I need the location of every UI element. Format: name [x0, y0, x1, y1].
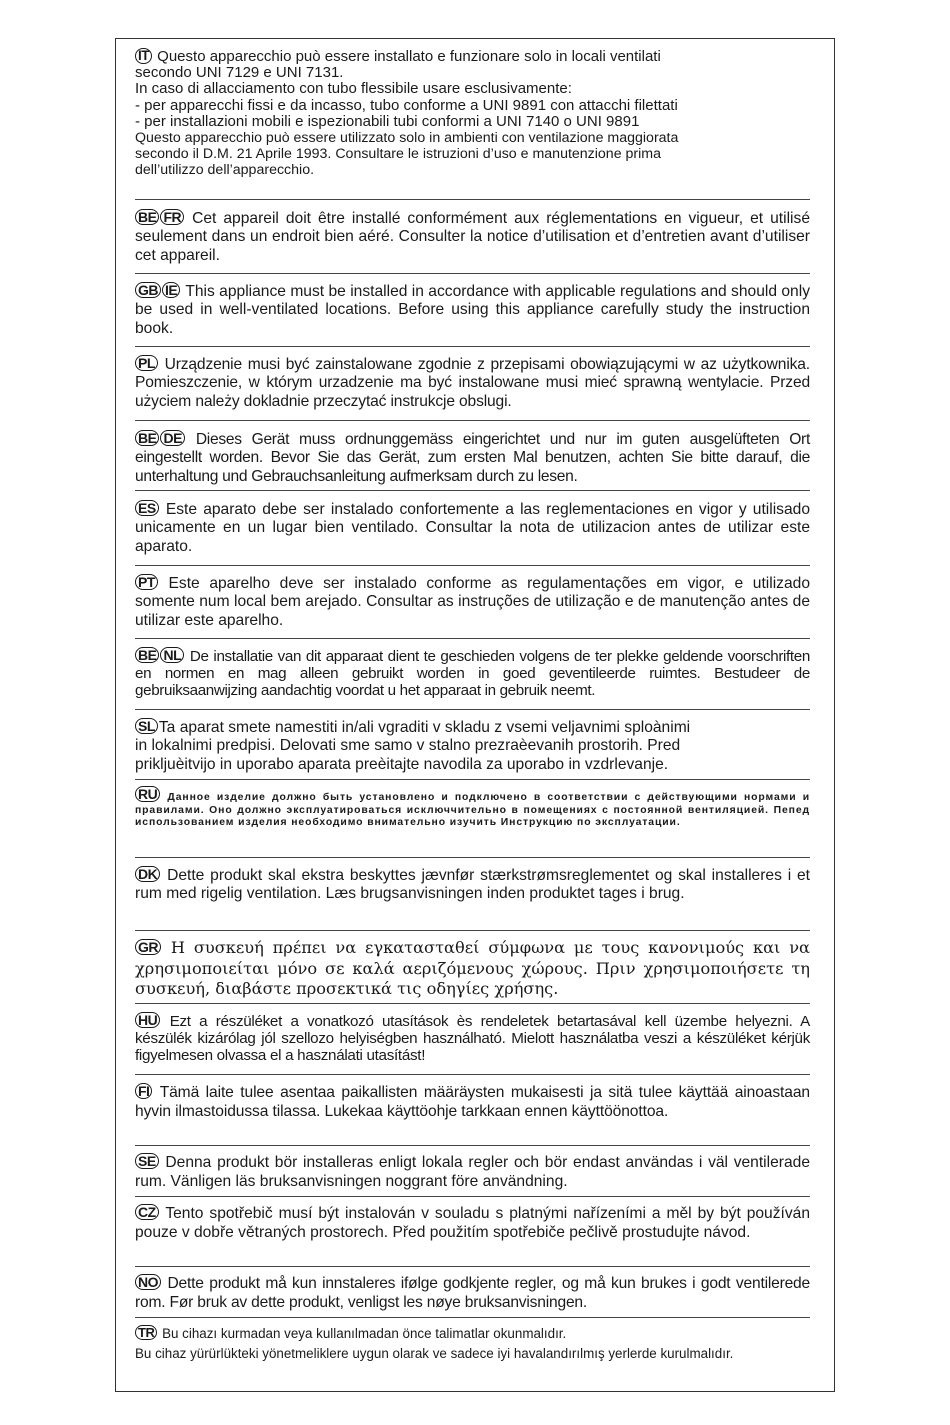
section-fi — [135, 1083, 810, 1121]
section-gr — [135, 938, 810, 1000]
language-badges — [135, 210, 185, 227]
language-badges — [135, 648, 185, 665]
tr-line-1: Bu cihazı kurmadan veya kullanılmadan önce talimatlar okunmalıdır. — [162, 1326, 567, 1341]
ru-text: Данное изделие должно быть установлено и подключено в соответствии с действующими нормами и правилами. Оно должно эксплуатироваться исключчительно в помещениях с постоянной вентиляцией. Пепед использованием изделия необходимо внимательно изучить Инструкцию по эксплуатации. — [135, 792, 810, 829]
es-text: Este aparato debe ser instalado confortemente a las reglementaciones en vigor y utilisado unicamente en un lugar bien ventilado. Consultar la nota de utilizacion antes de utilizar este aparato. — [135, 501, 810, 555]
fi-text: Tämä laite tulee asentaa paikallisten määräysten mukaisesti ja sitä tulee käyttää ainoastaan hyvin ilmastoidussa tilassa. Lukekaa käyttöohje tarkkaan ennen käyttöönottoa. — [135, 1084, 810, 1120]
pl-text: Urządzenie musi być zainstalowane zgodnie z przepisami obowiązującymi w az użytkownika. Pomieszczenie, w którym urzadzenie ma być instalowane musi mieć sprawną wentylacie. Przed użyciem należy dokladnie przeczytać instrukcje obslugi. — [135, 356, 810, 410]
language-badges — [135, 1154, 160, 1171]
it-line-1: Questo apparecchio può essere installato e funzionare solo in locali ventilati — [157, 48, 661, 65]
section-divider — [135, 930, 810, 931]
language-badges — [135, 1205, 160, 1222]
country-badge-ru: RU — [135, 786, 160, 802]
section-pl — [135, 355, 810, 411]
section-sl — [135, 718, 810, 774]
sl-line-1: Ta aparat smete namestiti in/ali vgraditi v skladu z vsemi veljavnimi sploànimi — [158, 719, 691, 736]
language-badges — [135, 1084, 153, 1101]
section-cz — [135, 1204, 810, 1242]
language-badges — [135, 356, 159, 373]
language-badges — [135, 431, 186, 448]
section-divider — [135, 490, 810, 491]
de-text: Dieses Gerät muss ordnunggemäss eingerichtet und nur im guten ausgelüfteten Ort eingestellt worden. Bevor Sie das Gerät, zum ersten Mal benutzen, achten Sie bitte darauf, die unterhaltung und Gebrauchsanleitung aufmerksam durch zu lesen. — [135, 431, 810, 485]
section-divider — [135, 346, 810, 347]
language-badges — [135, 575, 159, 592]
section-hu — [135, 1012, 810, 1064]
fr-text: Cet appareil doit être installé conformément aux réglementations en vigueur, et utilisé seulement dans un endroit bien aéré. Consulter la notice d’utilisation et d’entretien avant d’utiliser cet appareil. — [135, 210, 810, 264]
country-badge-it: IT — [135, 48, 152, 64]
se-text: Denna produkt bör installeras enligt lokala regler och bör endast användas i väl ventilerade rum. Vänligen läs bruksanvisningen noggrant före användning. — [135, 1154, 810, 1190]
section-divider — [135, 1317, 810, 1318]
section-divider — [135, 565, 810, 566]
language-badges — [135, 1326, 158, 1341]
it-line-7: secondo il D.M. 21 Aprile 1993. Consultare le istruzioni d’uso e manutenzione prima — [135, 146, 662, 163]
country-badge-se: SE — [135, 1153, 159, 1169]
section-divider — [135, 709, 810, 710]
section-divider — [135, 1196, 810, 1197]
section-no — [135, 1274, 810, 1312]
country-badge-cz: CZ — [135, 1204, 159, 1220]
section-fr — [135, 209, 810, 265]
country-badge-pt: PT — [135, 574, 158, 590]
language-badges — [135, 1275, 162, 1292]
language-badges — [135, 867, 161, 884]
cz-text: Tento spotřebič musí být instalován v souladu s platnými nařízeními a měl by být používán pouze v dobře větraných prostorech. Před použitím spotřebiče pečlivě prostudujte návod. — [135, 1205, 810, 1241]
country-badge-dk: DK — [135, 866, 160, 882]
language-badges — [135, 719, 159, 736]
nl-text: De installatie van dit apparaat dient te geschieden volgens de ter plekke geldende voorschriften en normen en mag alleen gebruikt worden in goed geventileerde ruimtes. Bestudeer de gebruiksaanwijzing aandachtig voordat u het apparaat in gebruik neemt. — [135, 648, 810, 699]
country-badge-de: DE — [160, 430, 184, 446]
gb-text: This appliance must be installed in accordance with applicable regulations and should only be used in well-ventilated locations. Before using this appliance carefully study the instruction book. — [135, 283, 810, 337]
country-badge-be: BE — [135, 430, 159, 446]
section-divider — [135, 638, 810, 639]
sl-line-2: in lokalnimi predpisi. Delovati sme samo v stalno prezraèevanih prostorih. Pred — [135, 737, 681, 755]
section-divider — [135, 1266, 810, 1267]
country-badge-pl: PL — [135, 355, 158, 371]
section-se — [135, 1153, 810, 1191]
country-badge-gb: GB — [135, 282, 161, 298]
section-pt — [135, 574, 810, 630]
country-badge-ie: IE — [162, 282, 180, 298]
country-badge-es: ES — [135, 500, 159, 516]
section-it — [135, 48, 810, 179]
section-divider — [135, 779, 810, 780]
it-line-3: In caso di allacciamento con tubo flessibile usare esclusivamente: — [135, 80, 572, 98]
country-badge-fr: FR — [160, 209, 184, 225]
gr-text: Η συσκευή πρέπει να εγκατασταθεί σύμφωνα με τους κανονιμούς και να χρησιμοποιείται μόνο σε καλά αεριζόμενους χώρους. Πριν χρησιμοποιήσετε τη συσκευή, διαβάστε προσεκτικά τις οδηγίες χρήσης. — [135, 938, 810, 998]
country-badge-tr: TR — [135, 1325, 157, 1340]
language-badges — [135, 938, 162, 957]
section-es — [135, 500, 810, 556]
country-badge-sl: SL — [135, 718, 158, 734]
section-divider — [135, 199, 810, 200]
section-divider — [135, 1003, 810, 1004]
country-badge-be: BE — [135, 209, 159, 225]
it-line-2: secondo UNI 7129 e UNI 7131. — [135, 64, 344, 82]
no-text: Dette produkt må kun innstaleres ifølge godkjente regler, og må kun brukes i godt ventilerede rom. Før bruk av dette produkt, venligst les nøye bruksanvisningen. — [135, 1275, 810, 1311]
language-badges — [135, 48, 153, 65]
it-line-6: Questo apparecchio può essere utilizzato solo in ambienti con ventilazione maggiorata — [135, 130, 679, 147]
country-badge-no: NO — [135, 1274, 161, 1290]
language-badges — [135, 283, 181, 300]
country-badge-gr: GR — [135, 939, 161, 955]
section-dk — [135, 866, 810, 904]
country-badge-be: BE — [135, 647, 159, 663]
section-divider — [135, 273, 810, 274]
section-nl — [135, 647, 810, 699]
country-badge-fi: FI — [135, 1083, 152, 1099]
section-de — [135, 430, 810, 486]
sl-line-3: priklјuèitvijo in uporabo aparata preèitajte navodila za uporabo in vzdrlevanje. — [135, 755, 669, 773]
it-line-4: - per apparecchi fissi e da incasso, tubo conforme a UNI 9891 con attacchi filettati — [135, 96, 678, 114]
section-gb — [135, 282, 810, 338]
language-badges — [135, 1013, 161, 1030]
section-divider — [135, 420, 810, 421]
dk-text: Dette produkt skal ekstra beskyttes jævnfør stærkstrømsreglementet og skal installeres i et rum med rigelig ventilation. Læs brugsanvisningen inden produktet tages i brug. — [135, 867, 810, 903]
country-badge-nl: NL — [160, 647, 184, 663]
language-badges — [135, 501, 160, 518]
section-tr — [135, 1324, 810, 1363]
pt-text: Este aparelho deve ser instalado conforme as regulamentações em vigor, e utilizado somente num local bem arejado. Consultar as instruções de utilização e de manutenção antes de utilizar este aparelho. — [135, 575, 810, 629]
country-badge-hu: HU — [135, 1012, 160, 1028]
hu-text: Ezt a részüléket a vonatkozó utasítások ès rendeletek betartasával kell üzembe helyezni. A készülék kizárólag jól szellozo helyiségben használható. Mielott használatba veszi a készüléket kérjük figyelmesen olvassa el a használati utasítást! — [135, 1013, 810, 1064]
section-divider — [135, 1145, 810, 1146]
tr-line-2: Bu cihaz yürürlükteki yönetmeliklere uygun olarak ve sadece iyi havalandırılmış yerlerde kurulmalıdır. — [135, 1345, 734, 1361]
language-badges — [135, 786, 161, 803]
section-divider — [135, 857, 810, 858]
it-line-8: dell’utilizzo dell’apparecchio. — [135, 162, 315, 179]
section-ru — [135, 786, 810, 830]
it-line-5: - per installazioni mobili e ispezionabili tubi conformi a UNI 7140 o UNI 9891 — [135, 112, 640, 130]
section-divider — [135, 1074, 810, 1075]
